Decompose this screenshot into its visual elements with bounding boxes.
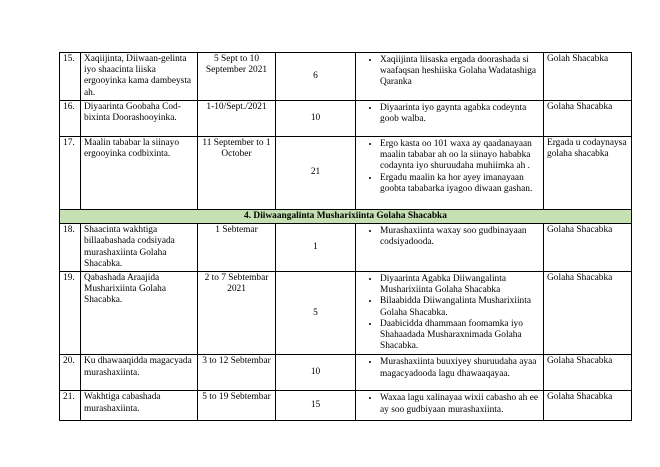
row-number: 20. xyxy=(60,355,81,391)
activities-cell xyxy=(356,391,544,421)
days-cell: 10 xyxy=(276,101,356,137)
task-cell: Xaqiijinta, Diiwaan-gelinta iyo shaacinta liiska ergooyinka kama dambeysta ah. xyxy=(81,53,198,101)
row-number: 15. xyxy=(60,53,81,101)
activities-cell xyxy=(356,137,544,210)
table-row xyxy=(60,272,632,355)
date-cell: 5 Sept to 10 September 2021 xyxy=(198,53,276,101)
responsible-cell: Golaha Shacabka xyxy=(544,101,632,137)
days-cell: 1 xyxy=(276,224,356,272)
activities-list xyxy=(368,274,539,352)
table-row xyxy=(60,355,632,391)
date-cell: 3 to 12 Sebtembar xyxy=(198,355,276,391)
activity-item: • Bilaabidda Diiwangalinta Musharixiinta Golaha Shacabka. xyxy=(380,296,539,318)
responsible-cell: Ergada u codaynaysa golaha shacabka xyxy=(544,137,632,210)
task-cell: Wakhtiga cabashada murashaxiinta. xyxy=(81,391,198,421)
section-header-row xyxy=(60,210,632,224)
activities-list xyxy=(368,393,539,415)
date-cell: 2 to 7 Sebtembar 2021 xyxy=(198,272,276,355)
days-cell: 6 xyxy=(276,53,356,101)
days-cell: 21 xyxy=(276,137,356,210)
days-cell: 10 xyxy=(276,355,356,391)
activity-item: • Ergo kasta oo 101 waxa ay qaadanayaan maalin tababar ah oo la siinayo hababka codaynta iyo shuruudaha muhiimka ah . xyxy=(380,139,539,173)
activities-list xyxy=(368,357,539,379)
table-row xyxy=(60,53,632,101)
activity-item: • Murashaxiinta buuxiyey shuruudaha ayaa magacyadooda lagu dhawaaqayaa. xyxy=(380,357,539,379)
task-cell: Ku dhawaaqidda magacyada murashaxiinta. xyxy=(81,355,198,391)
activities-cell xyxy=(356,101,544,137)
activity-item: • Diyaarinta iyo gaynta agabka codeynta goob walba. xyxy=(380,103,539,125)
activities-list xyxy=(368,139,539,195)
activities-cell xyxy=(356,224,544,272)
activities-cell xyxy=(356,355,544,391)
row-number: 16. xyxy=(60,101,81,137)
activity-item: • Ergadu maalin ka hor ayey imanayaan goobta tababarka iyagoo diwaan gashan. xyxy=(380,173,539,195)
section-body xyxy=(60,210,632,224)
row-number: 17. xyxy=(60,137,81,210)
activity-item: • Daabicidda dhammaan foomamka iyo Shahaadada Musharaxnimada Golaha Shacabka. xyxy=(380,319,539,353)
table-row xyxy=(60,101,632,137)
activities-list xyxy=(368,103,539,125)
activities-cell xyxy=(356,272,544,355)
date-cell: 5 to 19 Sebtembar xyxy=(198,391,276,421)
responsible-cell: Golaha Shacabka xyxy=(544,391,632,421)
date-cell: 1-10/Sept./2021 xyxy=(198,101,276,137)
activities-list xyxy=(368,55,539,89)
responsible-cell: Golaha Shacabka xyxy=(544,224,632,272)
activity-item: • Murashaxiinta waxay soo gudbinayaan codsiyadooda. xyxy=(380,226,539,248)
activity-item: • Waxaa lagu xalinayaa wixii cabasho ah ee ay soo gudbiyaan murashaxiinta. xyxy=(380,393,539,415)
table-row xyxy=(60,137,632,210)
date-cell: 1 Sebtemar xyxy=(198,224,276,272)
responsible-cell: Golaha Shacabka xyxy=(544,272,632,355)
responsible-cell: Golaha Shacabka xyxy=(544,355,632,391)
task-cell: Maalin tababar la siinayo ergooyinka codbixinta. xyxy=(81,137,198,210)
activities-cell xyxy=(356,53,544,101)
date-cell: 11 September to 1 October xyxy=(198,137,276,210)
row-number: 18. xyxy=(60,224,81,272)
activity-item: • Diyaarinta Agabka Diiwangalinta Musharixiinta Golaha Shacabka xyxy=(380,274,539,296)
task-cell: Diyaarinta Goobaha Cod-bixinta Doorashooyinka. xyxy=(81,101,198,137)
section-title: 4. Diiwaangalinta Musharixiinta Golaha Shacabka xyxy=(60,210,632,224)
table-row xyxy=(60,391,632,421)
activities-list xyxy=(368,226,539,248)
schedule-table xyxy=(59,52,632,421)
days-cell: 5 xyxy=(276,272,356,355)
row-number: 19. xyxy=(60,272,81,355)
table-body-after xyxy=(60,224,632,421)
task-cell: Shaacinta wakhtiga billaabashada codsiyada murashaxiinta Golaha Shacabka. xyxy=(81,224,198,272)
responsible-cell: Golah Shacabka xyxy=(544,53,632,101)
days-cell: 15 xyxy=(276,391,356,421)
activity-item: • Xaqiijinta liisaska ergada doorashada si waafaqsan heshiiska Golaha Wadatashiga Qaranka xyxy=(380,55,539,89)
table-row xyxy=(60,224,632,272)
row-number: 21. xyxy=(60,391,81,421)
task-cell: Qabashada Araajida Musharixiinta Golaha Shacabka. xyxy=(81,272,198,355)
table-body-before xyxy=(60,53,632,210)
